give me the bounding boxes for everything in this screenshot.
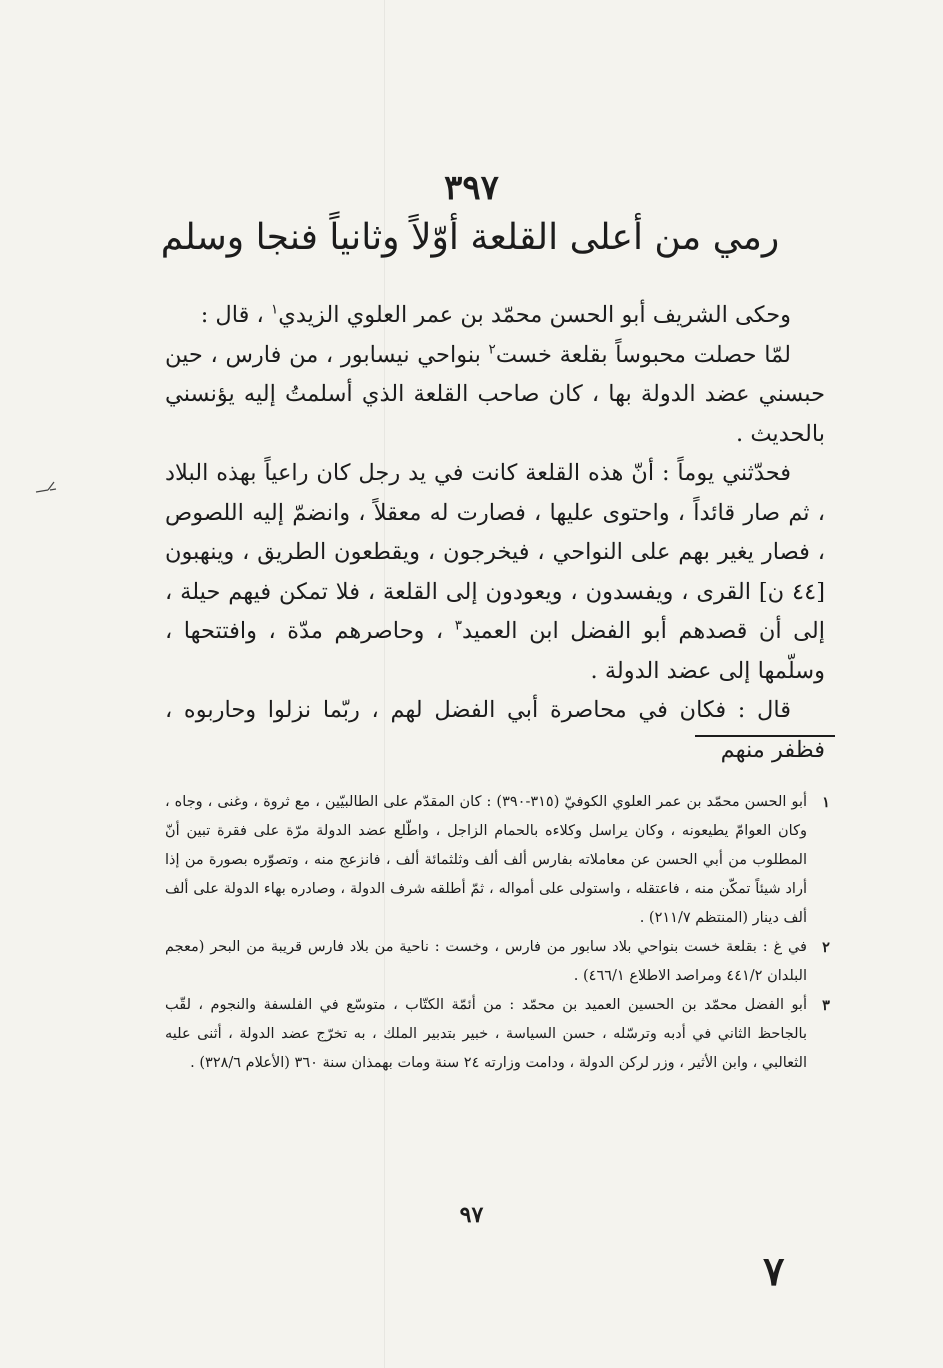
page-number: ٩٧	[459, 1202, 484, 1228]
footnote-ref: ٣	[454, 617, 462, 634]
body-paragraph	[165, 691, 825, 770]
footnote-text: أبو الحسن محمّد بن عمر العلوي الكوفيّ (٣١٥-٣٩٠) : كان المقدّم على الطالبيّين ، مع ثروة ، وغنى ، وجاه ، وكان العوامّ يطيعونه ، وكان يراسل وكلاءه بالحمام الزاجل ، واطّلع عضد الدولة مرّة على فقرة تبين أنّ المطلوب من أبي الحسن عن معاملاته بفارس ألف ألف وثلثمائة ألف ، فانزعج منه ، وتصوّره بصورة من إذا أراد شيئاً تمكّن منه ، فاعتقله ، واستولى على أمواله ، ثمّ أطلقه شرف الدولة ، وصادره بهاء الدولة على ألف ألف دينار (المنتظم ٢١١/٧) .	[165, 794, 808, 926]
paragraph-text: قال : فكان في محاصرة أبي الفضل لهم ، ربّما نزلوا وحاربوه ، فظفر منهم	[165, 697, 825, 763]
footnote	[165, 933, 845, 991]
paragraph-text: ، وحاصرهم مدّة ، وافتتحها ، وسلّمها إلى عضد الدولة .	[165, 618, 825, 684]
paragraph-text: بنواحي نيسابور ، من فارس ، حين حبسني عضد الدولة بها ، كان صاحب القلعة الذي أسلمتُ إليه يؤنسني بالحديث .	[165, 341, 825, 447]
footnote-ref: ١	[270, 301, 279, 318]
body-text	[165, 296, 825, 770]
footnote-text: في غ : بقلعة خست بنواحي بلاد سابور من فارس ، وخست : ناحية من بلاد فارس قريبة من البحر (معجم البلدان ٤٤١/٢ ومراصد الاطلاع ٤٦٦/١) .	[165, 939, 807, 984]
footnote-text: أبو الفضل محمّد بن الحسين العميد بن محمّد : من أئمّة الكتّاب ، متوسّع في الفلسفة والنجوم ، لقّب بالجاحظ الثاني في أدبه وترسّله ، حسن السياسة ، خبير بتدبير الملك ، به تخرّج عضد الدولة ، أثنى عليه الثعالبي ، وابن الأثير ، وزر لركن الدولة ، ودامت وزارته ٢٤ سنة ومات بهمذان سنة ٣٦٠ (الأعلام ٣٢٨/٦) .	[165, 997, 807, 1071]
corner-number: ٧	[763, 1248, 785, 1295]
paragraph-text: فحدّثني يوماً : أنّ هذه القلعة كانت في يد رجل كان راعياً بهذه البلاد ، ثم صار قائداً ، واحتوى عليها ، فصارت له معقلاً ، وانضمّ إليه اللصوص ، فصار يغير بهم على النواحي ، فيخرجون ، ويقطعون الطريق ، وينهبون [٤٤ ن] القرى ، ويفسدون ، ويعودون إلى القلعة ، فلا تمكن فيهم حيلة ، إلى أن قصدهم أبو الفضل ابن العميد	[165, 460, 826, 644]
footnote-separator	[695, 735, 835, 737]
paragraph-text: وحكى الشريف أبو الحسن محمّد بن عمر العلوي الزيدي	[278, 302, 791, 328]
footnote-number: ٢	[822, 939, 830, 956]
margin-pencil-mark	[34, 478, 58, 498]
body-paragraph	[165, 296, 825, 336]
paragraph-text: لمّا حصلت محبوساً بقلعة خست	[495, 341, 791, 368]
footnote-number: ٣	[822, 997, 830, 1014]
body-paragraph	[165, 454, 825, 691]
footnote-number: ١	[822, 794, 830, 811]
body-paragraph	[165, 336, 825, 455]
footnote	[165, 991, 845, 1078]
paragraph-text: ، قال :	[200, 302, 271, 328]
story-number: ٣٩٧	[444, 168, 499, 208]
footnotes	[165, 788, 845, 1078]
footnote	[165, 788, 845, 933]
story-title: رمي من أعلى القلعة أوّلاً وثانياً فنجا وسلم	[160, 217, 780, 258]
footnote-ref: ٢	[488, 341, 496, 357]
